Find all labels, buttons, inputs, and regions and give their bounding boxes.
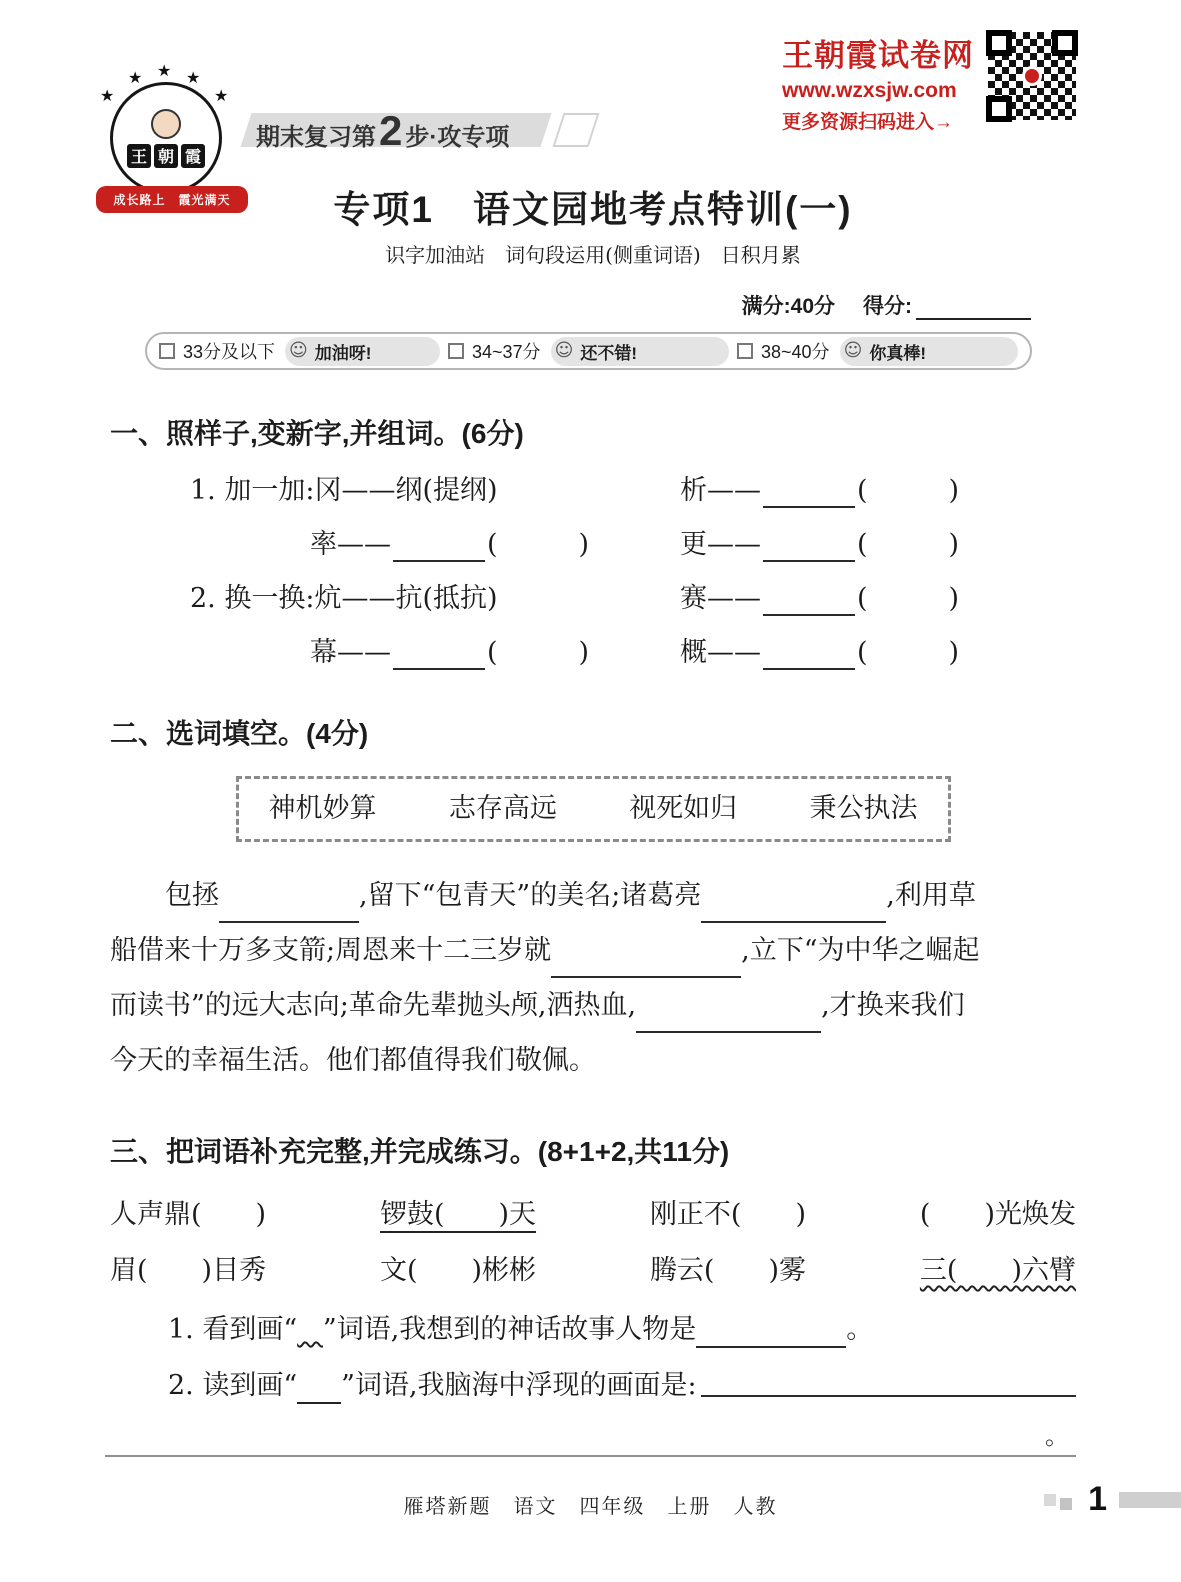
score-comment: 加油呀!: [314, 343, 372, 363]
phrase-item: 腾云( )雾: [649, 1255, 807, 1286]
score-segment-high: [737, 337, 1018, 366]
phrase-item-underlined: 锣鼓( )天: [379, 1199, 537, 1230]
cloze-line: [110, 923, 1076, 978]
word-bank-item: 志存高远: [448, 793, 557, 824]
char-prompt: 率——: [310, 529, 391, 560]
score-comment-pill: [840, 337, 1018, 366]
brand-qr-hint: 更多资源扫码进入→: [782, 112, 954, 133]
qr-finder-icon: [1052, 30, 1078, 56]
brand-site-url: www.wzxsjw.com: [782, 79, 957, 102]
phrase-item: 刚正不( ): [649, 1199, 807, 1230]
answer-blank: [219, 895, 359, 923]
fill-item: [190, 528, 680, 562]
answer-blank: [763, 534, 855, 562]
qr-center-logo-icon: [1022, 66, 1042, 86]
star-icon: ★: [186, 68, 201, 87]
char-prompt: 更——: [680, 529, 761, 560]
phrase-item: 人声鼎( ): [110, 1199, 267, 1230]
word-bank-item: 视死如归: [629, 793, 738, 824]
step-banner: [240, 108, 509, 152]
footer-strip-decoration: [1119, 1492, 1181, 1508]
star-icon: ★: [128, 68, 143, 87]
word-bank-item: 神机妙算: [268, 793, 377, 824]
cloze-paragraph: [110, 868, 1076, 1088]
score-segment-low: [159, 337, 440, 366]
question-2: [168, 1368, 1076, 1404]
score-checkbox[interactable]: [737, 343, 753, 359]
cloze-text: 今天的幸福生活。他们都值得我们敬佩。: [110, 1045, 596, 1076]
brand-block: [782, 30, 1094, 134]
banner-step-number: 2: [379, 107, 403, 154]
score-comment-pill: [551, 337, 729, 366]
brand-site-name: 王朝霞试卷网: [782, 38, 974, 73]
banner-post: 步·攻专项: [405, 124, 510, 151]
cloze-text: 而读书”的远大志向;革命先辈抛头颅,洒热血,: [110, 990, 637, 1021]
example-text: 2. 换一换:炕——抗(抵抗): [190, 583, 498, 614]
cloze-text: ,立下“为中华之崛起: [741, 935, 980, 966]
paren-blank: ( ): [857, 529, 960, 560]
answer-blank: [701, 1395, 1076, 1397]
char-prompt: 概——: [680, 637, 761, 668]
score-blank-field: [916, 299, 1031, 320]
score-comment: 你真棒!: [869, 343, 926, 363]
cloze-line: [110, 978, 1076, 1033]
logo-circle: [110, 82, 222, 194]
answer-blank: [393, 534, 485, 562]
score-segment-mid: [448, 337, 729, 366]
phrase-item: ( )光焕发: [919, 1199, 1076, 1230]
phrase-item: 文( )彬彬: [379, 1255, 537, 1286]
question-1: [168, 1312, 1076, 1348]
answer-blank: [763, 480, 855, 508]
qr-finder-icon: [986, 30, 1012, 56]
example-text: 1. 加一加:冈——纲(提纲): [190, 475, 498, 506]
score-rating-bar: [145, 332, 1032, 370]
example-item: [190, 582, 680, 616]
page-number: 1: [1088, 1480, 1107, 1518]
logo-name-char: 朝: [154, 144, 178, 168]
star-icon: ★: [214, 86, 229, 105]
fill-item: [680, 636, 1076, 670]
question-text: 2. 读到画“: [168, 1370, 298, 1401]
fill-item: [680, 528, 1076, 562]
paren-blank: ( ): [487, 637, 590, 668]
question-text: 1. 看到画“: [168, 1314, 298, 1345]
answer-blank: [696, 1320, 846, 1348]
full-score-label: 满分:40分: [741, 295, 835, 318]
portrait-icon: [151, 109, 181, 139]
score-range-label: 38~40分: [761, 342, 830, 362]
word-bank-item: 秉公执法: [809, 793, 918, 824]
answer-blank: [393, 642, 485, 670]
answer-blank: [551, 950, 741, 978]
cloze-text: 船借来十万多支箭;周恩来十二三岁就: [110, 935, 552, 966]
phrase-item-wavy: 三( )六臂: [919, 1255, 1076, 1286]
logo-ribbon: 成长路上 霞光满天: [96, 186, 248, 213]
score-range-label: 34~37分: [472, 342, 541, 362]
question-text: ”词语,我想到的神话故事人物是: [322, 1314, 697, 1345]
cloze-line: [110, 868, 1076, 923]
banner-pre: 期末复习第: [256, 124, 376, 151]
score-comment: 还不错!: [580, 343, 637, 363]
score-comment-pill: [285, 337, 440, 366]
score-checkbox[interactable]: [159, 343, 175, 359]
cloze-text: ,才换来我们: [821, 990, 965, 1021]
paren-blank: ( ): [487, 529, 590, 560]
answer-blank: [763, 642, 855, 670]
footer-square-decoration: [1060, 1498, 1072, 1510]
logo-name: [127, 144, 205, 168]
cloze-text: ,留下“包青天”的美名;诸葛亮: [359, 880, 702, 911]
paren-blank: ( ): [857, 637, 960, 668]
section1-items: [190, 474, 1076, 670]
step-banner-text: [240, 108, 509, 152]
qr-finder-icon: [986, 96, 1012, 122]
answer-blank: [636, 1005, 821, 1033]
got-score-label: 得分:: [863, 295, 912, 318]
paren-blank: ( ): [857, 475, 960, 506]
qr-code-icon: [986, 30, 1078, 122]
smiley-face-icon: ☺: [289, 340, 308, 361]
word-bank: [236, 776, 951, 842]
char-prompt: 析——: [680, 475, 761, 506]
question-text: ”词语,我脑海中浮现的画面是:: [341, 1370, 697, 1401]
score-checkbox[interactable]: [448, 343, 464, 359]
phrase-grid: [110, 1198, 1076, 1288]
score-range-label: 33分及以下: [183, 342, 276, 362]
underline-mark: [297, 1377, 341, 1404]
example-item: [190, 474, 680, 508]
wavy-mark: [297, 1314, 323, 1345]
star-icon: ★: [157, 61, 172, 80]
fill-item: [680, 582, 1076, 616]
logo-name-char: 王: [127, 144, 151, 168]
phrase-item: 眉( )目秀: [110, 1255, 267, 1286]
trailing-period: 。: [1045, 1422, 1069, 1450]
score-line: [110, 290, 1031, 320]
footer-info: 雁塔新题 语文 四年级 上册 人教: [403, 1496, 778, 1518]
char-prompt: 赛——: [680, 583, 761, 614]
fill-item: [680, 474, 1076, 508]
smiley-face-icon: ☺: [554, 340, 574, 361]
logo-name-char: 霞: [181, 144, 205, 168]
footer-divider: [105, 1455, 1076, 1457]
page-title: 专项1 语文园地考点特训(一): [333, 189, 853, 230]
section2-heading: 二、选词填空。(4分): [110, 718, 369, 749]
char-prompt: 幕——: [310, 637, 391, 668]
star-icon: ★: [100, 86, 115, 105]
section3-heading: 三、把词语补充完整,并完成练习。(8+1+2,共11分): [110, 1136, 730, 1167]
question-text: 。: [846, 1314, 874, 1345]
page-subtitle: 识字加油站 词句段运用(侧重词语) 日积月累: [385, 243, 801, 267]
fill-item: [190, 636, 680, 670]
cloze-text: 包拯: [165, 880, 219, 911]
cloze-line: [110, 1033, 1076, 1088]
banner-background: [552, 113, 599, 147]
footer-square-decoration: [1044, 1494, 1056, 1506]
section1-heading: 一、照样子,变新字,并组词。(6分): [110, 418, 524, 449]
main-content: [110, 188, 1076, 1404]
answer-blank: [763, 588, 855, 616]
answer-blank: [701, 895, 886, 923]
smiley-face-icon: ☺: [843, 340, 863, 361]
paren-blank: ( ): [857, 583, 960, 614]
page-number-block: [1044, 1480, 1181, 1519]
cloze-text: ,利用草: [886, 880, 976, 911]
